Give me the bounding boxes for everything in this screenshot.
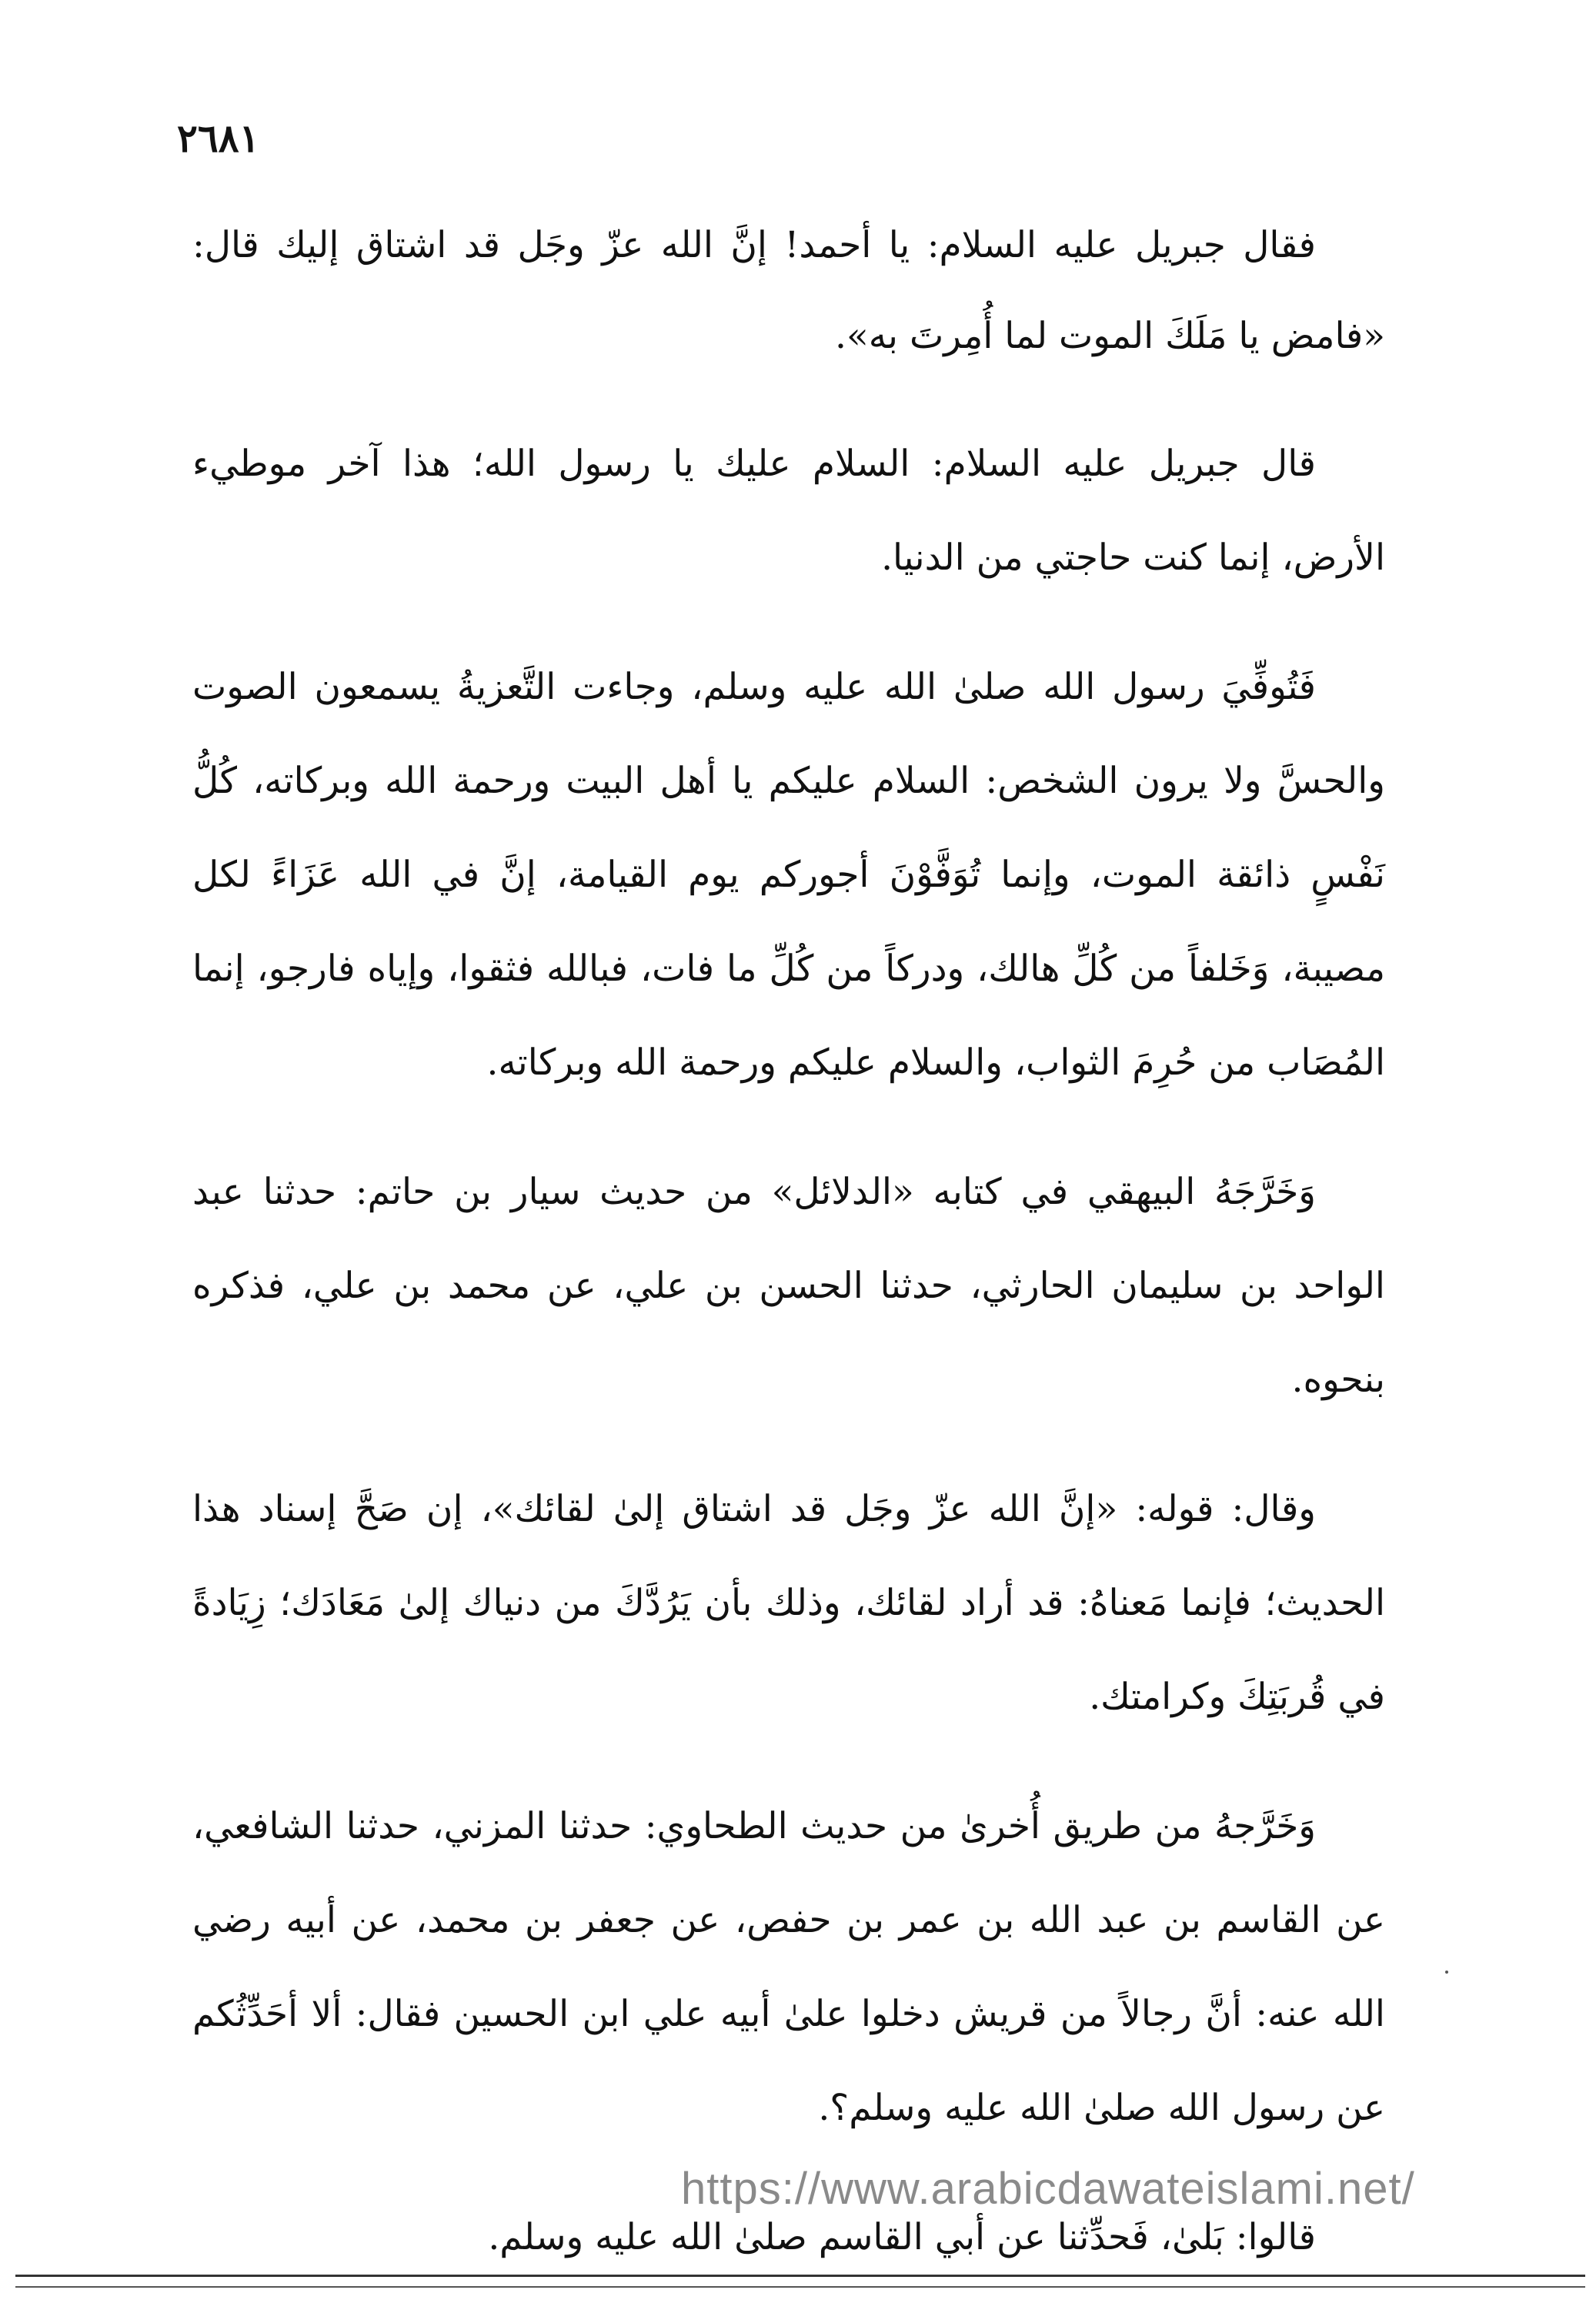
footer-rule-top <box>15 2275 1585 2277</box>
paragraph-commentary: وقال: قوله: «إنَّ الله عزّ وجَل قد اشتاق إلىٰ لقائك»، إن صَحَّ إسناد هذا الحديث؛ فإنما مَعناهُ: قد أراد لقائك، وذلك بأن يَرُدَّكَ من دنياك إلىٰ مَعَادَك؛ زِيَادةً في قُربَتِكَ وكرامتك. <box>192 1488 1385 1718</box>
paragraph-gabriel-farewell: قال جبريل عليه السلام: السلام عليك يا رسول الله؛ هذا آخر موطيء الأرض، إنما كنت حاجتي من الدنيا. <box>192 443 1385 579</box>
paragraph-condolence: فَتُوفِّيَ رسول الله صلىٰ الله عليه وسلم، وجاءت التَّعزيةُ يسمعون الصوت والحسَّ ولا يرون الشخص: السلام عليكم يا أهل البيت ورحمة الله وبركاته، كُلُّ نَفْسٍ ذائقة الموت، وإنما تُوَفَّوْنَ أجوركم يوم القيامة، إنَّ في الله عَزَاءً لكل مصيبة، وَخَلفاً من كُلِّ هالك، ودركاً من كُلِّ ما فات، فبالله فثقوا، وإياه فارجو، إنما المُصَاب من حُرِمَ الثواب، والسلام عليكم ورحمة الله وبركاته. <box>192 666 1385 1084</box>
paragraph-tahawi: وَخَرَّجهُ من طريق أُخرىٰ من حديث الطحاوي: حدثنا المزني، حدثنا الشافعي، عن القاسم بن عبد الله بن عمر بن حفص، عن جعفر بن محمد، عن أبيه رضي الله عنه: أنَّ رجالاً من قريش دخلوا علىٰ أبيه علي ابن الحسين فقال: ألا أحَدِّثُكم عن رسول الله صلىٰ الله عليه وسلم؟. <box>192 1805 1385 2129</box>
footer-rule-bottom <box>15 2286 1585 2288</box>
page-number: ٢٦٨١ <box>177 115 260 161</box>
paragraph-bayhaqi: وَخَرَّجَهُ البيهقي في كتابه «الدلائل» من حديث سيار بن حاتم: حدثنا عبد الواحد بن سليمان الحارثي، حدثنا الحسن بن علي، عن محمد بن علي، فذكره بنحوه. <box>192 1171 1385 1401</box>
paragraph-gabriel-ahmad: فقال جبريل عليه السلام: يا أحمد! إنَّ الله عزّ وجَل قد اشتاق إليك قال: «فامض يا مَلَكَ الموت لما أُمِرتَ به». <box>192 224 1385 357</box>
document-body <box>192 200 1385 2320</box>
watermark-url: https://www.arabicdawateislami.net/ <box>681 2164 1415 2214</box>
margin-mark <box>1445 1971 1448 1974</box>
paragraph-they-said: قالوا: بَلىٰ، فَحدِّثنا عن أبي القاسم صلىٰ الله عليه وسلم. <box>488 2216 1316 2258</box>
